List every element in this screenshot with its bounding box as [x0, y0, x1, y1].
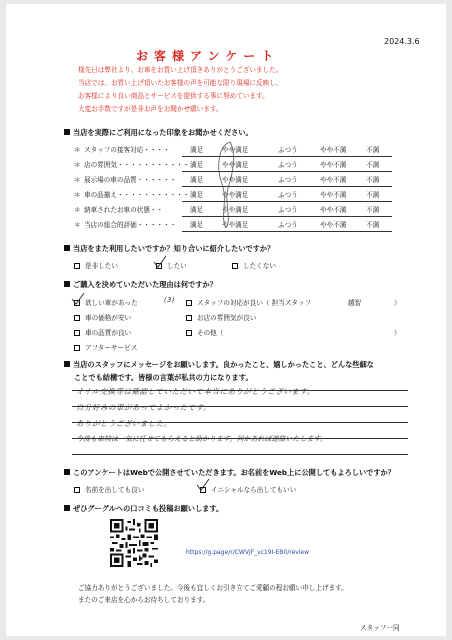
- reason-other[interactable]: [186, 327, 223, 337]
- rating-option[interactable]: 不満: [366, 206, 380, 214]
- intro-line-3: お客様により良い商品とサービスを提供する事に努めています。: [78, 92, 269, 100]
- rating-option[interactable]: ふつう: [278, 221, 298, 229]
- option-label: お店の雰囲気が良い: [197, 314, 257, 322]
- close-paren: ）: [394, 299, 401, 307]
- qr-code-icon[interactable]: [110, 519, 158, 567]
- rating-option[interactable]: やや満足: [222, 161, 249, 169]
- q3-title: ご購入を決めていただいた理由は何ですか？: [73, 280, 217, 289]
- message-line: [72, 454, 408, 455]
- rating-option[interactable]: やや満足: [222, 146, 249, 154]
- rating-option[interactable]: ふつう: [278, 191, 298, 199]
- checkbox-icon[interactable]: [74, 345, 80, 351]
- rating-option[interactable]: 不満: [366, 221, 380, 229]
- asterisk-icon: ＊: [74, 221, 81, 229]
- rating-option[interactable]: やや不満: [320, 161, 347, 169]
- reason-staff[interactable]: [186, 297, 311, 307]
- handwritten-note: (3): [164, 296, 176, 304]
- option-label: したくない: [243, 262, 276, 270]
- reason-atmosphere[interactable]: [186, 312, 256, 322]
- rating-option[interactable]: ふつう: [278, 206, 298, 214]
- rating-option[interactable]: やや不満: [320, 191, 347, 199]
- option-not-willing[interactable]: [232, 260, 276, 270]
- intro-line-4: 大変お手数ですが是非お声をお聞かせ願います。: [78, 105, 223, 113]
- rating-option[interactable]: ふつう: [278, 176, 298, 184]
- intro-line-1: 様先日は弊社より、お車をお買い上げ頂きありがとうございました。: [78, 66, 283, 74]
- option-show-name[interactable]: [74, 484, 144, 494]
- q1-item-label: 車の品揃え・・・・・・・・・・・: [84, 191, 190, 199]
- rating-option[interactable]: やや不満: [320, 176, 347, 184]
- rating-option[interactable]: 不満: [366, 191, 380, 199]
- checkmark-icon: [195, 478, 211, 492]
- q1-item-label: 当店の総合的評価・・・・・・: [84, 221, 177, 229]
- square-bullet-icon: [64, 505, 70, 511]
- rating-option[interactable]: 不満: [366, 146, 380, 154]
- q1-item-label: 店の雰囲気・・・・・・・・・・・: [84, 161, 190, 169]
- checkmark-icon: [152, 255, 168, 269]
- asterisk-icon: ＊: [74, 161, 81, 169]
- rating-option[interactable]: ふつう: [278, 146, 298, 154]
- rating-option[interactable]: やや満足: [222, 191, 249, 199]
- option-label: スタッフの対応が良い（ 担当スタッフ: [197, 299, 312, 307]
- q5-heading: [64, 468, 395, 478]
- reason-after-service[interactable]: [74, 342, 137, 352]
- square-bullet-icon: [64, 361, 70, 367]
- close-paren: ）: [394, 329, 401, 337]
- checkbox-icon[interactable]: [74, 263, 80, 269]
- rating-option[interactable]: やや満足: [222, 206, 249, 214]
- rating-option[interactable]: 満足: [190, 161, 204, 169]
- option-label: その他（: [197, 329, 224, 337]
- option-label: イニシャルなら出してもいい: [211, 486, 297, 494]
- option-label: 是非したい: [85, 262, 118, 270]
- checkbox-icon[interactable]: [186, 300, 192, 306]
- square-bullet-icon: [64, 245, 70, 251]
- closing-line-2: またのご来店を心からお待ちしております。: [78, 596, 210, 604]
- q3-heading: [64, 280, 217, 290]
- square-bullet-icon: [64, 129, 70, 135]
- message-line-2: 自分好みの車があってよかったです。: [76, 403, 212, 412]
- rating-option[interactable]: やや満足: [222, 176, 249, 184]
- signature: スタッフ一同: [360, 624, 400, 632]
- asterisk-icon: ＊: [74, 191, 81, 199]
- review-link[interactable]: https://g.page/r/CWVjF_vc19I-EB0/review: [186, 549, 310, 556]
- rating-option[interactable]: やや満足: [222, 221, 249, 229]
- q5-title: このアンケートはWebで公開させていただきます。お名前をWeb上に公開してもよろしいですか？: [73, 468, 395, 477]
- survey-date: 2024.3.6: [384, 37, 420, 46]
- survey-page: [6, 4, 446, 636]
- rating-option[interactable]: ふつう: [278, 161, 298, 169]
- option-label: 名前を出しても良い: [85, 486, 145, 494]
- rating-option[interactable]: 不満: [366, 161, 380, 169]
- q4-title-1: 当店のスタッフにメッセージをお願いします。良かったこと、嬉しかったこと、どんな些細な: [73, 360, 374, 369]
- rating-option[interactable]: 満足: [190, 221, 204, 229]
- option-label: したい: [167, 262, 187, 270]
- message-line-1: オイル交換等は確認していただいて本当にありがとうございます。: [76, 387, 315, 396]
- rating-option[interactable]: やや不満: [320, 221, 347, 229]
- message-line-3: ありがとうございました。: [76, 419, 172, 428]
- checkbox-icon[interactable]: [74, 330, 80, 336]
- square-bullet-icon: [64, 281, 70, 287]
- reason-quality[interactable]: [74, 327, 131, 337]
- rating-option[interactable]: 満足: [190, 191, 204, 199]
- q4-title-2: ことでも結構です。皆様の言葉が私共の力になります。: [74, 373, 253, 382]
- message-line-4: 今後も車検は一気に任せてもらえると助かります。何かあれば連絡いたします。: [76, 435, 327, 443]
- asterisk-icon: ＊: [74, 176, 81, 184]
- staff-name: 越智: [348, 299, 362, 307]
- option-label: 車の品質が良い: [85, 329, 132, 337]
- option-label: アフターサービス: [85, 344, 138, 352]
- rating-option[interactable]: 満足: [190, 146, 204, 154]
- checkbox-icon[interactable]: [232, 263, 238, 269]
- q1-title: 当店を実際にご利用になった印象をお聞かせください。: [73, 128, 253, 137]
- checkbox-icon[interactable]: [186, 315, 192, 321]
- closing-line-1: ご協力ありがとうございました。今後も宜しくお引き立てご愛顧の程お願い申し上げます。: [78, 584, 348, 592]
- q4-heading: [64, 360, 374, 370]
- option-label: 車の価格が安い: [85, 314, 132, 322]
- q2-title: 当店をまた利用したいですか？知り合いに紹介したいですか？: [73, 244, 275, 253]
- rating-option[interactable]: 満足: [190, 176, 204, 184]
- square-bullet-icon: [64, 469, 70, 475]
- q1-heading: [64, 128, 253, 138]
- asterisk-icon: ＊: [74, 206, 81, 214]
- checkbox-icon[interactable]: [74, 315, 80, 321]
- q6-title: ぜひグーグルへの口コミも投稿お願いします。: [73, 504, 224, 513]
- intro-line-2: 当店では、お買い上げ頂いたお客様の声を可能な限り現場に反映し、: [78, 79, 283, 87]
- option-initials[interactable]: [200, 484, 296, 494]
- q2-heading: [64, 244, 274, 254]
- rating-option[interactable]: やや不満: [320, 206, 347, 214]
- q1-item-label: 納車されたお車の状態・・: [84, 206, 164, 214]
- q1-item-label: スタッフの接客対応・・・・: [84, 146, 170, 154]
- rating-option[interactable]: 満足: [190, 206, 204, 214]
- reason-low-price[interactable]: [74, 312, 131, 322]
- option-label: 欲しい車があった: [85, 299, 138, 307]
- rating-option[interactable]: やや不満: [320, 146, 347, 154]
- checkmark-icon: [70, 292, 86, 306]
- q1-item-label: 展示場の車の品質・・・・・・: [84, 176, 177, 184]
- page-title: お客様アンケート: [136, 49, 280, 63]
- handwritten-selection-mark: [212, 138, 252, 232]
- rating-option[interactable]: 不満: [366, 176, 380, 184]
- asterisk-icon: ＊: [74, 146, 81, 154]
- q6-heading: [64, 504, 223, 514]
- checkbox-icon[interactable]: [186, 330, 192, 336]
- checkbox-icon[interactable]: [74, 487, 80, 493]
- option-highly-willing[interactable]: [74, 260, 118, 270]
